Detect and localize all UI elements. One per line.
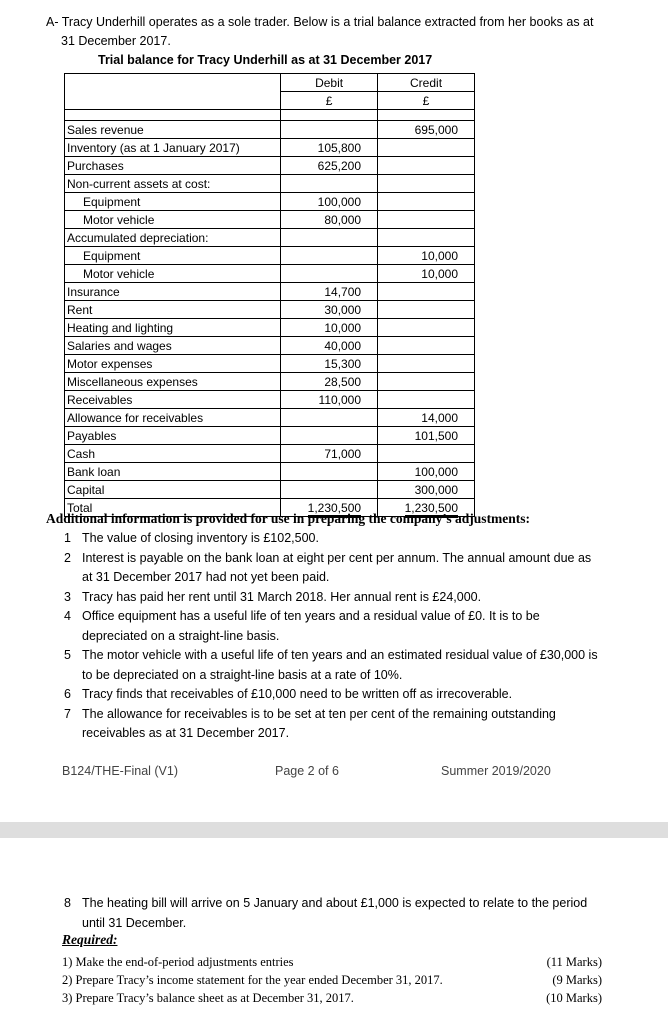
table-row <box>65 355 475 373</box>
note-text: Tracy has paid her rent until 31 March 2018. Her annual rent is £24,000. <box>82 589 482 604</box>
note-text: The motor vehicle with a useful life of ten years and an estimated residual value of £30,000 is to be depreciated on a straight-line basis at a rate of 10%. <box>82 648 598 682</box>
credit-cell <box>378 301 475 319</box>
credit-cell <box>378 157 475 175</box>
row-label: Motor vehicle <box>65 265 281 283</box>
debit-cell <box>281 265 378 283</box>
total-label: Total <box>65 499 281 517</box>
note-number: 3 <box>64 589 71 604</box>
table-row <box>65 373 475 391</box>
credit-cell <box>378 139 475 157</box>
debit-cell: 15,300 <box>281 355 378 373</box>
table-row <box>65 139 475 157</box>
table-row <box>65 301 475 319</box>
row-label: Motor expenses <box>65 355 281 373</box>
debit-cell <box>281 247 378 265</box>
task-marks: (9 Marks) <box>552 973 602 987</box>
debit-cell: 28,500 <box>281 373 378 391</box>
debit-cell: 100,000 <box>281 193 378 211</box>
row-label: Insurance <box>65 283 281 301</box>
note-8 <box>64 894 599 933</box>
note-text: Tracy finds that receivables of £10,000 need to be written off as irrecoverable. <box>82 687 513 701</box>
credit-cell: 14,000 <box>378 409 475 427</box>
table-row <box>65 211 475 229</box>
debit-header: Debit <box>281 74 378 92</box>
task-marks: (10 Marks) <box>546 991 602 1005</box>
required-heading: Required: <box>62 932 118 947</box>
table-row <box>65 283 475 301</box>
note-item <box>64 685 599 705</box>
page-3 <box>0 838 668 1026</box>
credit-header: Credit <box>378 74 475 92</box>
row-label: Bank loan <box>65 463 281 481</box>
row-label: Payables <box>65 427 281 445</box>
row-label: Cash <box>65 445 281 463</box>
row-label: Purchases <box>65 157 281 175</box>
debit-cell: 10,000 <box>281 319 378 337</box>
task-2 <box>62 971 602 989</box>
credit-cell: 300,000 <box>378 481 475 499</box>
table-row <box>65 445 475 463</box>
header-blank-cell <box>65 74 281 110</box>
intro-line-2: 31 December 2017. <box>61 34 171 48</box>
debit-cell: 110,000 <box>281 391 378 409</box>
row-label: Inventory (as at 1 January 2017) <box>65 139 281 157</box>
header-row <box>65 74 475 92</box>
credit-cell: 695,000 <box>378 121 475 139</box>
note-item <box>64 646 599 685</box>
task-3 <box>62 989 602 1007</box>
table-row <box>65 121 475 139</box>
trial-balance-title: Trial balance for Tracy Underhill as at 31 December 2017 <box>98 53 433 67</box>
credit-cell <box>378 391 475 409</box>
table-row <box>65 229 475 247</box>
credit-cell <box>378 283 475 301</box>
spacer-cell <box>378 110 475 121</box>
note-text: The allowance for receivables is to be set at ten per cent of the remaining outstanding receivables as at 31 December 2017. <box>82 706 556 740</box>
debit-cell <box>281 481 378 499</box>
note-number: 1 <box>64 531 71 545</box>
row-label: Capital <box>65 481 281 499</box>
credit-cell <box>378 193 475 211</box>
note-number: 6 <box>64 687 71 701</box>
row-label: Rent <box>65 301 281 319</box>
note-text: Interest is payable on the bank loan at eight per cent per annum. The annual amount due as at 31 December 2017 had not yet been paid. <box>82 550 592 584</box>
table-row <box>65 481 475 499</box>
note-item <box>64 549 599 588</box>
row-label: Non-current assets at cost: <box>65 175 281 193</box>
credit-cell: 101,500 <box>378 427 475 445</box>
footer-term: Summer 2019/2020 <box>441 764 551 778</box>
debit-cell: 30,000 <box>281 301 378 319</box>
debit-cell <box>281 229 378 247</box>
debit-cell: 14,700 <box>281 283 378 301</box>
total-debit: 1,230,500 <box>308 501 361 518</box>
note-number: 7 <box>64 706 71 721</box>
note-number: 2 <box>64 550 71 565</box>
spacer-row <box>65 110 475 121</box>
debit-cell: 105,800 <box>281 139 378 157</box>
task-text: 3) Prepare Tracy’s balance sheet as at December 31, 2017. <box>62 991 354 1005</box>
table-row <box>65 337 475 355</box>
debit-cell <box>281 409 378 427</box>
credit-unit: £ <box>378 92 475 110</box>
trial-balance-table <box>64 73 475 517</box>
note-text: The value of closing inventory is £102,500. <box>82 531 319 545</box>
page-separator <box>0 822 668 838</box>
credit-cell <box>378 373 475 391</box>
debit-cell <box>281 121 378 139</box>
note-text: The heating bill will arrive on 5 January and about £1,000 is expected to relate to the period until 31 December. <box>82 896 588 930</box>
credit-cell <box>378 229 475 247</box>
credit-cell: 10,000 <box>378 247 475 265</box>
row-label: Equipment <box>65 193 281 211</box>
debit-unit: £ <box>281 92 378 110</box>
note-item <box>64 607 599 646</box>
debit-cell: 71,000 <box>281 445 378 463</box>
note-number: 5 <box>64 648 71 662</box>
spacer-cell <box>281 110 378 121</box>
spacer-cell <box>65 110 281 121</box>
table-row <box>65 319 475 337</box>
credit-cell <box>378 337 475 355</box>
note-number: 4 <box>64 609 71 623</box>
row-label: Allowance for receivables <box>65 409 281 427</box>
row-label: Heating and lighting <box>65 319 281 337</box>
adjustment-notes-list <box>64 529 599 744</box>
table-row <box>65 157 475 175</box>
note-number: 8 <box>64 896 71 910</box>
debit-cell <box>281 427 378 445</box>
credit-cell <box>378 319 475 337</box>
task-text: 2) Prepare Tracy’s income statement for the year ended December 31, 2017. <box>62 973 443 987</box>
table-row <box>65 193 475 211</box>
debit-cell <box>281 463 378 481</box>
row-label: Motor vehicle <box>65 211 281 229</box>
intro-line-1: A- Tracy Underhill operates as a sole trader. Below is a trial balance extracted from her books as at <box>46 15 594 29</box>
table-row <box>65 427 475 445</box>
additional-info-heading: Additional information is provided for use in preparing the company’s adjustments: <box>46 511 531 526</box>
row-label: Sales revenue <box>65 121 281 139</box>
note-item <box>64 705 599 744</box>
task-text: 1) Make the end-of-period adjustments entries <box>62 955 294 969</box>
row-label: Equipment <box>65 247 281 265</box>
table-row <box>65 463 475 481</box>
row-label: Receivables <box>65 391 281 409</box>
table-row <box>65 391 475 409</box>
note-text: Office equipment has a useful life of ten years and a residual value of £0. It is to be depreciated on a straight-line basis. <box>82 609 540 643</box>
note-item <box>64 529 599 549</box>
task-marks: (11 Marks) <box>546 955 602 969</box>
table-row <box>65 265 475 283</box>
table-row <box>65 409 475 427</box>
credit-cell <box>378 445 475 463</box>
credit-cell: 10,000 <box>378 265 475 283</box>
table-row <box>65 175 475 193</box>
row-label: Salaries and wages <box>65 337 281 355</box>
row-label: Miscellaneous expenses <box>65 373 281 391</box>
footer-page: Page 2 of 6 <box>275 764 339 778</box>
table-row <box>65 247 475 265</box>
debit-cell: 625,200 <box>281 157 378 175</box>
credit-cell <box>378 355 475 373</box>
task-1 <box>62 953 602 971</box>
question-intro <box>46 13 646 51</box>
debit-cell <box>281 175 378 193</box>
credit-cell <box>378 211 475 229</box>
credit-cell: 100,000 <box>378 463 475 481</box>
debit-cell: 40,000 <box>281 337 378 355</box>
credit-cell <box>378 175 475 193</box>
footer-code: B124/THE-Final (V1) <box>62 764 179 778</box>
note-item <box>64 588 599 608</box>
row-label: Accumulated depreciation: <box>65 229 281 247</box>
debit-cell: 80,000 <box>281 211 378 229</box>
total-credit: 1,230,500 <box>405 501 458 518</box>
